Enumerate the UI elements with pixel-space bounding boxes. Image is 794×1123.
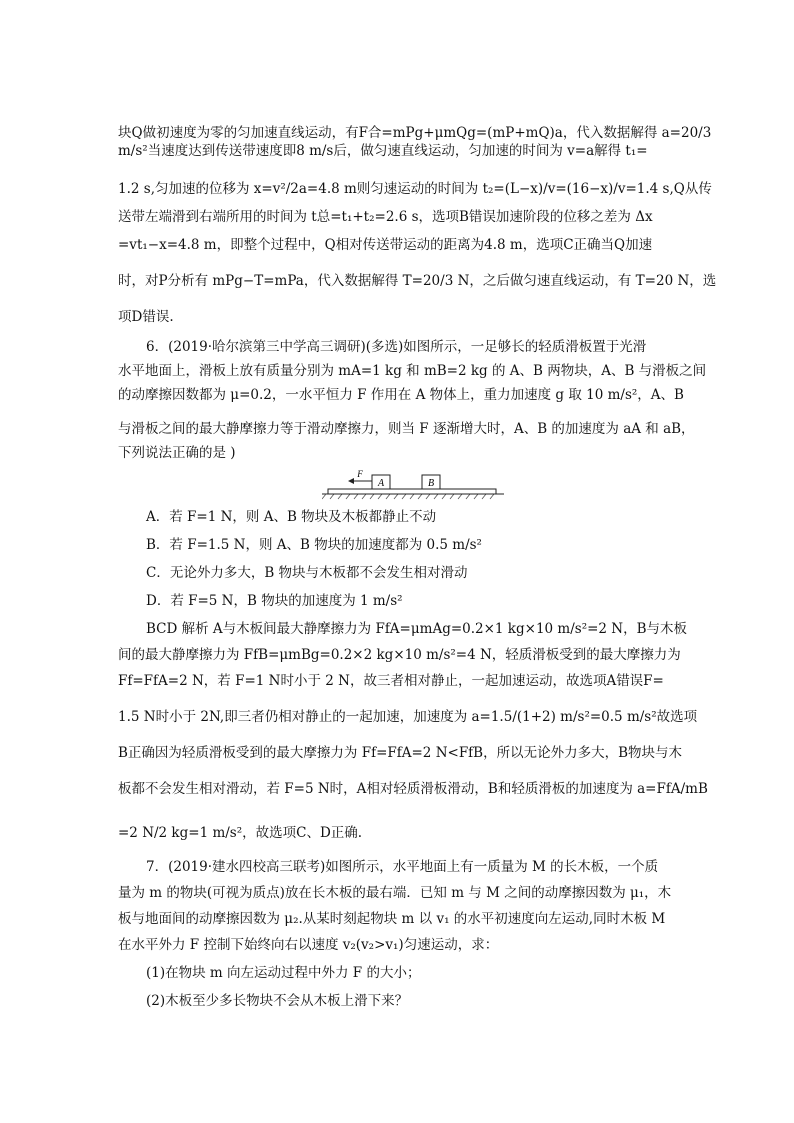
solution5-line-7: 项D错误. — [118, 309, 174, 325]
solution5-line-4: 送带左端滑到右端所用的时间为 t总=t₁+t₂=2.6 s，选项B错误加速阶段的位移之差为 Δx — [118, 209, 653, 225]
question6-line-2: 水平地面上，滑板上放有质量分别为 mA=1 kg 和 mB=2 kg 的 A、B 两物块，A、B 与滑板之间 — [118, 363, 707, 379]
block-a-label: A — [377, 478, 385, 489]
solution6-line-4: 1.5 N时小于 2N,即三者仍相对静止的一起加速，加速度为 a=1.5/(1+2) m/s²=0.5 m/s²故选项 — [118, 709, 698, 725]
solution6-line-5: B正确因为轻质滑板受到的最大摩擦力为 Ff=FfA=2 N<FfB，所以无论外力多大，B物块与木 — [118, 745, 683, 761]
solution5-line-5: =vt₁−x=4.8 m，即整个过程中，Q相对传送带运动的距离为4.8 m，选项C正确当Q加速 — [118, 237, 653, 253]
solution5-line-1: 块Q做初速度为零的匀加速直线运动，有F合=mPg+μmQg=(mP+mQ)a，代入数据解得 a=20/3 — [118, 125, 712, 141]
force-label: F — [357, 470, 363, 479]
question6-line-1: 6．(2019·哈尔滨第三中学高三调研)(多选)如图所示，一足够长的轻质滑板置于光滑 — [146, 339, 647, 355]
question6-option-d: D．若 F=5 N，B 物块的加速度为 1 m/s² — [146, 593, 403, 609]
question6-option-b: B．若 F=1.5 N，则 A、B 物块的加速度都为 0.5 m/s² — [146, 537, 482, 553]
board — [328, 489, 496, 494]
block-b-label: B — [427, 478, 435, 489]
question7-line-4: 在水平外力 F 控制下始终向右以速度 v₂(v₂>v₁)匀速运动，求： — [118, 937, 499, 953]
question7-line-2: 量为 m 的物块(可视为质点)放在长木板的最右端．已知 m 与 M 之间的动摩擦因数为 μ₁，木 — [118, 885, 672, 901]
question6-line-3: 的动摩擦因数都为 μ=0.2，一水平恒力 F 作用在 A 物体上，重力加速度 g 取 10 m/s²，A、B — [118, 387, 684, 403]
solution5-line-2: m/s²当速度达到传送带速度即8 m/s后，做匀速直线运动，匀加速的时间为 v=a解得 t₁= — [118, 143, 648, 159]
solution5-line-6: 时，对P分析有 mPg−T=mPa，代入数据解得 T=20/3 N，之后做匀速直线运动，有 T=20 N，选 — [118, 273, 717, 289]
question7-subquestion-2: (2)木板至少多长物块不会从木板上滑下来？ — [146, 993, 409, 1009]
question7-line-3: 板与地面间的动摩擦因数为 μ₂.从某时刻起物块 m 以 v₁ 的水平初速度向左运动,同时木板 M — [118, 911, 666, 927]
question6-option-a: A．若 F=1 N，则 A、B 物块及木板都静止不动 — [146, 509, 437, 525]
question7-line-1: 7．(2019·建水四校高三联考)如图所示，水平地面上有一质量为 M 的长木板，一个质 — [146, 859, 659, 875]
solution6-line-1: BCD 解析 A与木板间最大静摩擦力为 FfA=μmAg=0.2×1 kg×10 m/s²=2 N，B与木板 — [146, 621, 688, 637]
solution6-line-2: 间的最大静摩擦力为 FfB=μmBg=0.2×2 kg×10 m/s²=4 N，轻质滑板受到的最大摩擦力为 — [118, 647, 681, 663]
force-arrowhead — [348, 478, 354, 484]
question7-subquestion-1: (1)在物块 m 向左运动过程中外力 F 的大小； — [146, 965, 421, 981]
solution5-line-3: 1.2 s,匀加速的位移为 x=v²/2a=4.8 m则匀速运动的时间为 t₂=(L−x)/v=(16−x)/v=1.4 s,Q从传 — [118, 181, 712, 197]
solution6-line-6: 板都不会发生相对滑动，若 F=5 N时，A相对轻质滑板滑动，B和轻质滑板的加速度为 a=FfA/mB — [118, 781, 708, 797]
question6-line-5: 下列说法正确的是 ) — [118, 445, 236, 461]
solution6-line-7: =2 N/2 kg=1 m/s²，故选项C、D正确. — [118, 825, 363, 841]
question6-option-c: C．无论外力多大，B 物块与木板都不会发生相对滑动 — [146, 565, 468, 581]
question6-figure — [322, 470, 504, 500]
question6-line-4: 与滑板之间的最大静摩擦力等于滑动摩擦力，则当 F 逐渐增大时，A、B 的加速度为 aA 和 aB， — [118, 421, 695, 437]
solution6-line-3: Ff=FfA=2 N，若 F=1 N时小于 2 N，故三者相对静止，一起加速运动，故选项A错误F= — [118, 673, 664, 689]
